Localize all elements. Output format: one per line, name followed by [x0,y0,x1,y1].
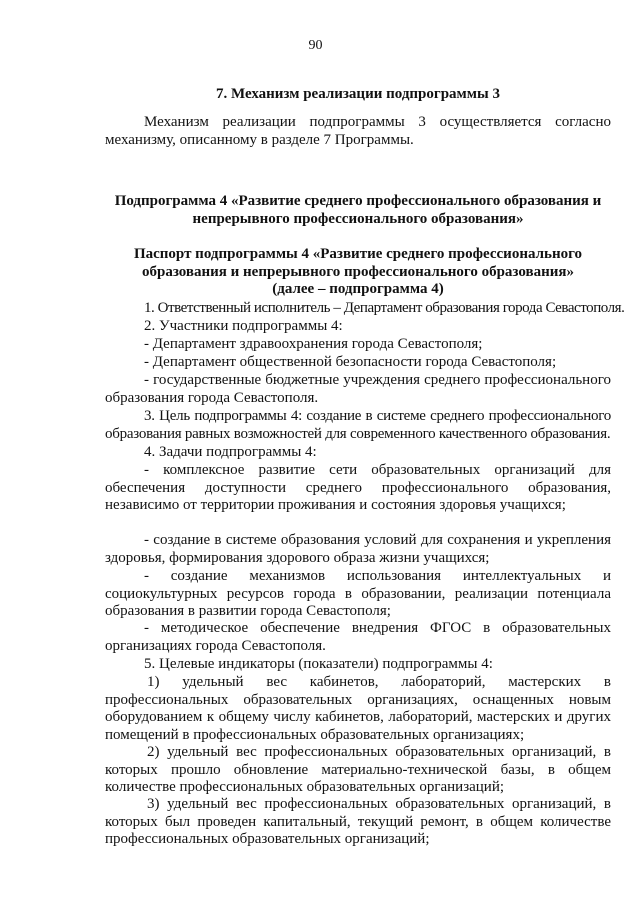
task-3: - создание механизмов использования интеллектуальных и социокультурных ресурсов города в образовании, реализации потенциала образования в развитии города Севастополя; [105,568,611,620]
task-2: - создание в системе образования условий для сохранения и укрепления здоровья, формирования здорового образа жизни учащихся; [105,532,611,566]
indicator-3: 3) удельный вес профессиональных образовательных организаций, в которых был проведен капитальный, текущий ремонт, в общем количестве профессиональных образовательных организаций; [105,796,611,848]
section-7-heading: 7. Механизм реализации подпрограммы 3 [216,86,500,102]
participant-2: - Департамент общественной безопасности города Севастополя; [144,354,557,370]
passport-item-3: 3. Цель подпрограммы 4: создание в системе среднего профессионального образования равных возможностей для современного качественного образования. [105,408,611,442]
passport-item-5: 5. Целевые индикаторы (показатели) подпрограммы 4: [144,656,493,672]
task-4: - методическое обеспечение внедрения ФГОС в образовательных организациях города Севастополя. [105,620,611,654]
participant-1: - Департамент здравоохранения города Севастополя; [144,336,483,352]
participant-3: - государственные бюджетные учреждения среднего профессионального образования города Севастополя. [105,372,611,406]
page-number: 90 [308,38,323,53]
passport-item-4: 4. Задачи подпрограммы 4: [144,444,317,460]
section-7-text: Механизм реализации подпрограммы 3 осуществляется согласно механизму, описанному в разделе 7 Программы. [105,114,611,148]
indicator-1: 1) удельный вес кабинетов, лабораторий, мастерских в профессиональных образовательных организациях, оснащенных новым оборудованием к общему числу кабинетов, лабораторий, мастерских и других помещений в профессиональных образовательных организациях; [105,674,611,743]
task-1: - комплексное развитие сети образовательных организаций для обеспечения доступности среднего профессионального образования, независимо от территории проживания и состояния здоровья учащихся; [105,462,611,514]
passport-title: Паспорт подпрограммы 4 «Развитие среднего профессионального образования и непрерывного профессионального образования» (далее – подпрограмма 4) [133,246,583,298]
subprogram-4-title: Подпрограмма 4 «Развитие среднего профессионального образования и непрерывного профессионального образования» [114,193,602,227]
passport-item-1: 1. Ответственный исполнитель – Департамент образования города Севастополя. [144,300,625,316]
indicator-2: 2) удельный вес профессиональных образовательных организаций, в которых прошло обновление материально-технической базы, в общем количестве профессиональных образовательных организаций; [105,744,611,796]
passport-item-2: 2. Участники подпрограммы 4: [144,318,343,334]
